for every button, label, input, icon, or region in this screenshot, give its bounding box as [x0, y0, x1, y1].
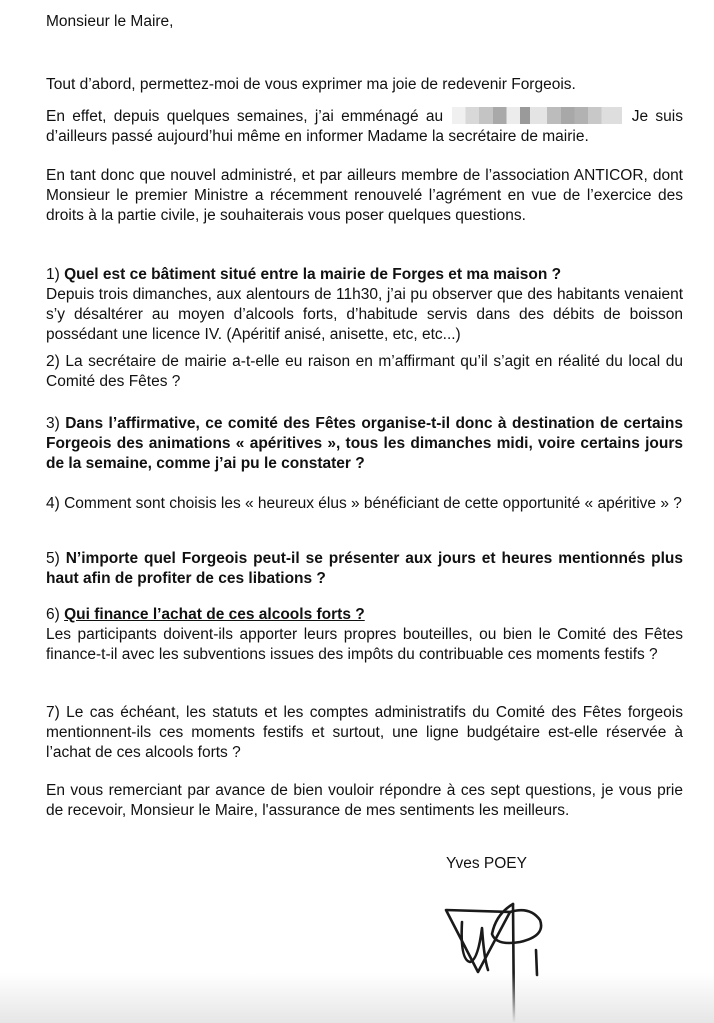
intro-paragraph: Tout d’abord, permettez-moi de vous exprimer ma joie de redevenir Forgeois.	[46, 76, 576, 93]
question-detail: Depuis trois dimanches, aux alentours de 11h30, j’ai pu observer que des habitants venaient s’y désaltérer au moyen d’alcools forts, d’habitude servis dans des débits de boisson possédant une licence IV. (Apéritif anisé, anisette, etc, etc...)	[46, 286, 683, 343]
question-text: Qui finance l’achat de ces alcools forts ?	[64, 606, 365, 623]
question-3	[46, 414, 683, 474]
question-4	[46, 494, 683, 514]
move-text-after: Je suis d’ailleurs passé aujourd’hui même en informer Madame la secrétaire de mairie.	[46, 108, 683, 145]
question-7	[46, 703, 683, 763]
question-number: 7)	[46, 704, 60, 721]
signer-name: Yves POEY	[446, 855, 527, 872]
salutation: Monsieur le Maire,	[46, 13, 174, 30]
signature-icon	[440, 900, 560, 1023]
question-number: 6)	[46, 606, 60, 623]
question-number: 5)	[46, 550, 60, 567]
move-paragraph	[46, 107, 683, 147]
closing-paragraph: En vous remerciant par avance de bien vouloir répondre à ces sept questions, je vous prie de recevoir, Monsieur le Maire, l'assurance de mes sentiments les meilleurs.	[46, 782, 683, 819]
bottom-shadow	[0, 973, 714, 1023]
question-number: 1)	[46, 266, 60, 283]
question-text: Dans l’affirmative, ce comité des Fêtes organise-t-il donc à destination de certains Forgeois des animations « apéritives », tous les dimanches midi, voire certains jours de la semaine, comme j’ai pu le constater ?	[46, 415, 683, 472]
context-paragraph: En tant donc que nouvel administré, et par ailleurs membre de l’association ANTICOR, dont Monsieur le premier Ministre a récemment renouvelé l’agrément en vue de l’exercice des droits à la partie civile, je souhaiterais vous poser quelques questions.	[46, 167, 683, 224]
question-number: 4)	[46, 495, 60, 512]
question-text: Quel est ce bâtiment situé entre la mairie de Forges et ma maison ?	[64, 266, 562, 283]
question-5	[46, 549, 683, 589]
question-2	[46, 352, 683, 392]
question-text: La secrétaire de mairie a-t-elle eu raison en m’affirmant qu’il s’agit en réalité du local du Comité des Fêtes ?	[46, 353, 683, 390]
move-text-before: En effet, depuis quelques semaines, j’ai emménagé au	[46, 108, 444, 125]
question-detail: Les participants doivent-ils apporter leurs propres bouteilles, ou bien le Comité des Fêtes finance-t-il avec les subventions issues des impôts du contribuable ces moments festifs ?	[46, 626, 683, 663]
question-6	[46, 605, 683, 665]
question-number: 2)	[46, 353, 60, 370]
question-text: Le cas échéant, les statuts et les comptes administratifs du Comité des Fêtes forgeois mentionnent-ils ces moments festifs et surtout, une ligne budgétaire est-elle réservée à l’achat de ces alcools forts ?	[46, 704, 683, 761]
question-number: 3)	[46, 415, 60, 432]
question-text: N’importe quel Forgeois peut-il se présenter aux jours et heures mentionnés plus haut afin de profiter de ces libations ?	[46, 550, 683, 587]
question-1	[46, 265, 683, 345]
redacted-address	[452, 107, 622, 124]
question-text: Comment sont choisis les « heureux élus » bénéficiant de cette opportunité « apéritive » ?	[64, 495, 682, 512]
